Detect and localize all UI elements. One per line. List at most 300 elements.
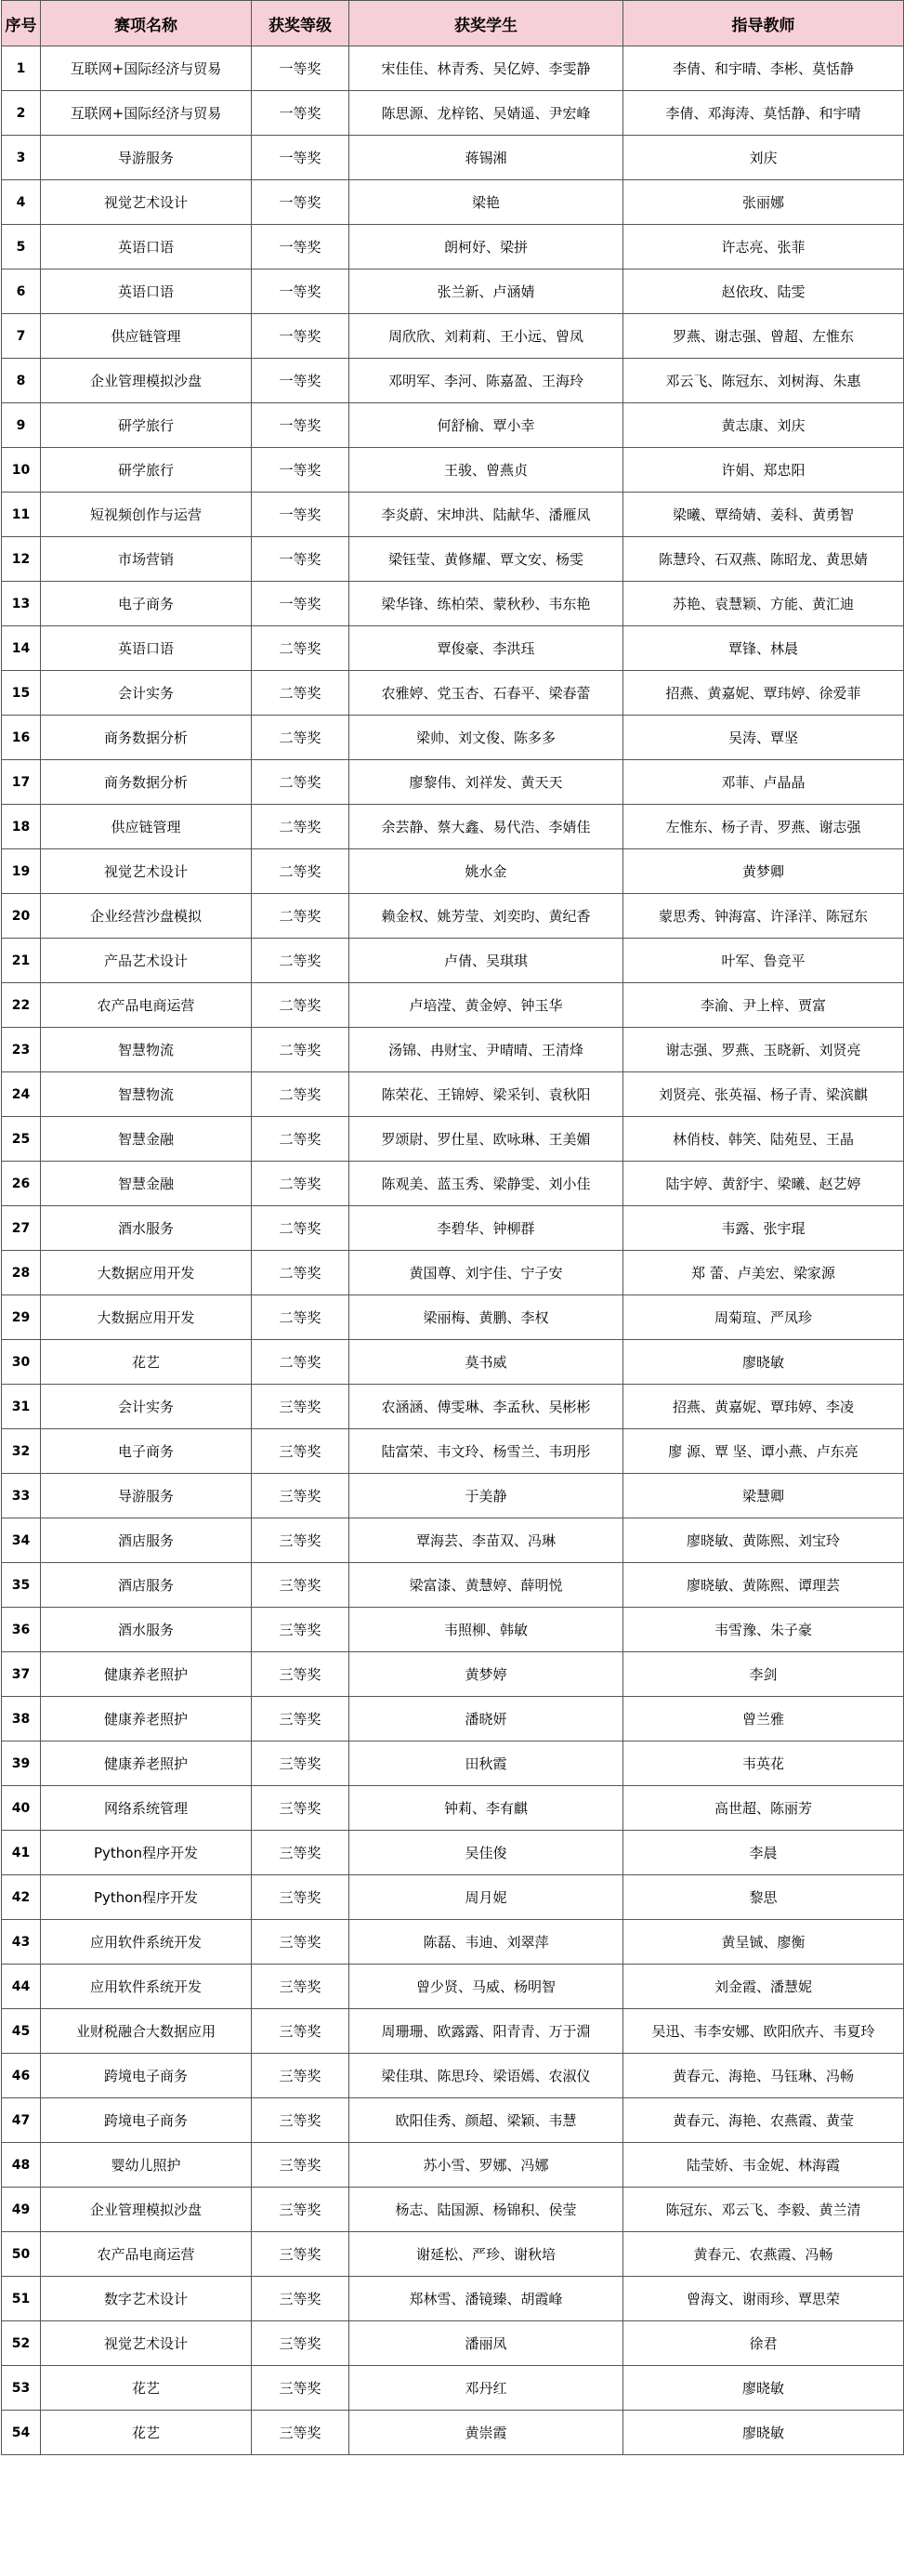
cell-teachers: 梁慧卿 — [623, 1474, 904, 1518]
cell-event: 酒店服务 — [41, 1563, 252, 1608]
cell-level: 一等奖 — [252, 493, 349, 537]
table-row — [2, 225, 904, 269]
cell-level: 一等奖 — [252, 136, 349, 180]
cell-students: 黄崇霞 — [349, 2411, 623, 2455]
cell-students: 陈思源、龙梓铭、吴婧遥、尹宏峰 — [349, 91, 623, 136]
cell-no: 54 — [2, 2411, 41, 2455]
cell-event: 农产品电商运营 — [41, 2232, 252, 2277]
cell-teachers: 廖 源、覃 坚、谭小燕、卢东亮 — [623, 1429, 904, 1474]
cell-teachers: 韦雪豫、朱子豪 — [623, 1608, 904, 1652]
cell-level: 三等奖 — [252, 1652, 349, 1697]
cell-teachers: 黄梦卿 — [623, 849, 904, 894]
table-row — [2, 2009, 904, 2054]
cell-event: 英语口语 — [41, 269, 252, 314]
cell-event: 会计实务 — [41, 1385, 252, 1429]
cell-students: 谢延松、严珍、谢秋培 — [349, 2232, 623, 2277]
cell-level: 三等奖 — [252, 2277, 349, 2321]
cell-teachers: 苏艳、袁慧颖、方能、黄汇迪 — [623, 582, 904, 626]
cell-teachers: 张丽娜 — [623, 180, 904, 225]
cell-level: 二等奖 — [252, 1028, 349, 1072]
cell-event: 跨境电子商务 — [41, 2054, 252, 2098]
cell-teachers: 李剑 — [623, 1652, 904, 1697]
table-row — [2, 716, 904, 760]
table-row — [2, 1786, 904, 1831]
cell-event: 跨境电子商务 — [41, 2098, 252, 2143]
cell-no: 51 — [2, 2277, 41, 2321]
cell-teachers: 招燕、黄嘉妮、覃玮婷、徐爱菲 — [623, 671, 904, 716]
table-row — [2, 1072, 904, 1117]
cell-students: 农涵涵、傅雯琳、李孟秋、吴彬彬 — [349, 1385, 623, 1429]
table-row — [2, 671, 904, 716]
cell-level: 二等奖 — [252, 1162, 349, 1206]
cell-level: 二等奖 — [252, 1206, 349, 1251]
table-row — [2, 1429, 904, 1474]
table-row — [2, 1875, 904, 1920]
table-row — [2, 1162, 904, 1206]
table-row — [2, 626, 904, 671]
cell-event: 商务数据分析 — [41, 716, 252, 760]
cell-event: 智慧金融 — [41, 1117, 252, 1162]
cell-level: 三等奖 — [252, 1518, 349, 1563]
cell-level: 一等奖 — [252, 403, 349, 448]
cell-no: 23 — [2, 1028, 41, 1072]
cell-no: 32 — [2, 1429, 41, 1474]
cell-teachers: 李倩、邓海涛、莫恬静、和宇晴 — [623, 91, 904, 136]
cell-event: 健康养老照护 — [41, 1697, 252, 1741]
table-row — [2, 2277, 904, 2321]
cell-students: 莫书威 — [349, 1340, 623, 1385]
table-row — [2, 582, 904, 626]
cell-level: 三等奖 — [252, 1786, 349, 1831]
table-row — [2, 939, 904, 983]
cell-level: 三等奖 — [252, 1697, 349, 1741]
cell-no: 45 — [2, 2009, 41, 2054]
cell-teachers: 刘贤亮、张英福、杨子青、梁滨麒 — [623, 1072, 904, 1117]
cell-event: 电子商务 — [41, 1429, 252, 1474]
header-students: 获奖学生 — [349, 1, 623, 46]
cell-no: 29 — [2, 1295, 41, 1340]
cell-event: 短视频创作与运营 — [41, 493, 252, 537]
cell-level: 三等奖 — [252, 2143, 349, 2188]
table-row — [2, 1251, 904, 1295]
table-row — [2, 1340, 904, 1385]
cell-no: 52 — [2, 2321, 41, 2366]
cell-level: 一等奖 — [252, 314, 349, 359]
cell-level: 三等奖 — [252, 1563, 349, 1608]
cell-teachers: 廖晓敏、黄陈熙、刘宝玲 — [623, 1518, 904, 1563]
cell-students: 王骏、曾燕贞 — [349, 448, 623, 493]
cell-no: 47 — [2, 2098, 41, 2143]
cell-no: 28 — [2, 1251, 41, 1295]
cell-teachers: 许娟、郑忠阳 — [623, 448, 904, 493]
cell-event: 应用软件系统开发 — [41, 1965, 252, 2009]
cell-level: 二等奖 — [252, 849, 349, 894]
cell-level: 一等奖 — [252, 269, 349, 314]
cell-event: 供应链管理 — [41, 314, 252, 359]
table-row — [2, 1965, 904, 2009]
cell-event: 英语口语 — [41, 626, 252, 671]
cell-level: 三等奖 — [252, 2098, 349, 2143]
cell-event: 花艺 — [41, 2411, 252, 2455]
cell-level: 一等奖 — [252, 448, 349, 493]
cell-students: 梁钰莹、黄修耀、覃文安、杨雯 — [349, 537, 623, 582]
cell-level: 一等奖 — [252, 91, 349, 136]
table-row — [2, 1385, 904, 1429]
awards-table — [1, 0, 904, 2455]
cell-students: 蒋锡湘 — [349, 136, 623, 180]
header-row — [2, 1, 904, 46]
cell-students: 覃俊豪、李洪珏 — [349, 626, 623, 671]
table-row — [2, 359, 904, 403]
cell-level: 一等奖 — [252, 582, 349, 626]
table-row — [2, 894, 904, 939]
cell-event: 大数据应用开发 — [41, 1295, 252, 1340]
cell-no: 39 — [2, 1741, 41, 1786]
cell-level: 二等奖 — [252, 1117, 349, 1162]
header-event: 赛项名称 — [41, 1, 252, 46]
cell-event: 酒店服务 — [41, 1518, 252, 1563]
cell-level: 一等奖 — [252, 225, 349, 269]
table-row — [2, 849, 904, 894]
cell-teachers: 韦英花 — [623, 1741, 904, 1786]
cell-event: 导游服务 — [41, 1474, 252, 1518]
cell-no: 13 — [2, 582, 41, 626]
table-row — [2, 493, 904, 537]
cell-no: 14 — [2, 626, 41, 671]
cell-no: 24 — [2, 1072, 41, 1117]
cell-teachers: 吴涛、覃坚 — [623, 716, 904, 760]
table-row — [2, 1920, 904, 1965]
cell-event: 酒水服务 — [41, 1608, 252, 1652]
cell-no: 16 — [2, 716, 41, 760]
table-body — [2, 46, 904, 2455]
cell-no: 44 — [2, 1965, 41, 2009]
cell-teachers: 李渝、尹上梓、贾富 — [623, 983, 904, 1028]
cell-students: 陈荣花、王锦婷、梁采钊、袁秋阳 — [349, 1072, 623, 1117]
cell-teachers: 徐君 — [623, 2321, 904, 2366]
cell-students: 黄国尊、刘宇佳、宁子安 — [349, 1251, 623, 1295]
cell-students: 罗颂尉、罗仕星、欧咏琳、王美媚 — [349, 1117, 623, 1162]
cell-level: 三等奖 — [252, 2366, 349, 2411]
cell-no: 12 — [2, 537, 41, 582]
table-row — [2, 1608, 904, 1652]
cell-no: 27 — [2, 1206, 41, 1251]
cell-teachers: 郑 蕾、卢美宏、梁家源 — [623, 1251, 904, 1295]
cell-teachers: 廖晓敏、黄陈熙、谭理芸 — [623, 1563, 904, 1608]
table-row — [2, 314, 904, 359]
cell-no: 25 — [2, 1117, 41, 1162]
cell-event: 网络系统管理 — [41, 1786, 252, 1831]
cell-no: 46 — [2, 2054, 41, 2098]
cell-no: 22 — [2, 983, 41, 1028]
cell-teachers: 陈冠东、邓云飞、李毅、黄兰清 — [623, 2188, 904, 2232]
table-row — [2, 2143, 904, 2188]
cell-teachers: 曾兰雅 — [623, 1697, 904, 1741]
cell-no: 5 — [2, 225, 41, 269]
header-teachers: 指导教师 — [623, 1, 904, 46]
cell-event: 婴幼儿照护 — [41, 2143, 252, 2188]
cell-teachers: 黎思 — [623, 1875, 904, 1920]
table-row — [2, 2411, 904, 2455]
cell-students: 梁艳 — [349, 180, 623, 225]
cell-teachers: 李倩、和宇晴、李彬、莫恬静 — [623, 46, 904, 91]
cell-teachers: 叶军、鲁竞平 — [623, 939, 904, 983]
cell-students: 韦照柳、韩敏 — [349, 1608, 623, 1652]
cell-level: 二等奖 — [252, 1295, 349, 1340]
cell-students: 廖黎伟、刘祥发、黄天天 — [349, 760, 623, 805]
cell-no: 15 — [2, 671, 41, 716]
cell-no: 10 — [2, 448, 41, 493]
cell-teachers: 黄呈铖、廖衡 — [623, 1920, 904, 1965]
cell-students: 梁帅、刘文俊、陈多多 — [349, 716, 623, 760]
cell-level: 二等奖 — [252, 983, 349, 1028]
cell-students: 梁富漆、黄慧婷、薛明悦 — [349, 1563, 623, 1608]
cell-students: 邓丹红 — [349, 2366, 623, 2411]
cell-teachers: 许志亮、张菲 — [623, 225, 904, 269]
cell-students: 欧阳佳秀、颜超、梁颖、韦慧 — [349, 2098, 623, 2143]
table-row — [2, 91, 904, 136]
cell-teachers: 廖晓敏 — [623, 1340, 904, 1385]
cell-level: 二等奖 — [252, 1251, 349, 1295]
cell-no: 37 — [2, 1652, 41, 1697]
table-row — [2, 1295, 904, 1340]
cell-teachers: 黄春元、海艳、农燕霞、黄莹 — [623, 2098, 904, 2143]
cell-no: 4 — [2, 180, 41, 225]
cell-teachers: 罗燕、谢志强、曾超、左惟东 — [623, 314, 904, 359]
cell-event: 研学旅行 — [41, 448, 252, 493]
table-row — [2, 1518, 904, 1563]
cell-students: 潘晓妍 — [349, 1697, 623, 1741]
cell-teachers: 黄春元、海艳、马钰琳、冯畅 — [623, 2054, 904, 2098]
cell-students: 周月妮 — [349, 1875, 623, 1920]
cell-teachers: 廖晓敏 — [623, 2411, 904, 2455]
cell-no: 48 — [2, 2143, 41, 2188]
cell-no: 50 — [2, 2232, 41, 2277]
cell-students: 于美静 — [349, 1474, 623, 1518]
cell-teachers: 招燕、黄嘉妮、覃玮婷、李凌 — [623, 1385, 904, 1429]
cell-no: 31 — [2, 1385, 41, 1429]
cell-event: 健康养老照护 — [41, 1741, 252, 1786]
table-row — [2, 760, 904, 805]
cell-event: 产品艺术设计 — [41, 939, 252, 983]
cell-level: 三等奖 — [252, 1608, 349, 1652]
cell-level: 一等奖 — [252, 46, 349, 91]
cell-level: 三等奖 — [252, 2232, 349, 2277]
cell-event: 企业管理模拟沙盘 — [41, 359, 252, 403]
cell-event: 健康养老照护 — [41, 1652, 252, 1697]
cell-event: 数字艺术设计 — [41, 2277, 252, 2321]
cell-level: 三等奖 — [252, 1429, 349, 1474]
table-row — [2, 983, 904, 1028]
cell-teachers: 陆宇婷、黄舒宇、梁曦、赵艺婷 — [623, 1162, 904, 1206]
cell-teachers: 刘金霞、潘慧妮 — [623, 1965, 904, 2009]
table-row — [2, 1741, 904, 1786]
cell-level: 三等奖 — [252, 2188, 349, 2232]
cell-students: 钟莉、李有麒 — [349, 1786, 623, 1831]
cell-event: 市场营销 — [41, 537, 252, 582]
cell-level: 三等奖 — [252, 1474, 349, 1518]
cell-no: 33 — [2, 1474, 41, 1518]
cell-teachers: 刘庆 — [623, 136, 904, 180]
cell-students: 何舒榆、覃小幸 — [349, 403, 623, 448]
cell-event: 智慧物流 — [41, 1072, 252, 1117]
table-row — [2, 1697, 904, 1741]
cell-no: 53 — [2, 2366, 41, 2411]
cell-event: 农产品电商运营 — [41, 983, 252, 1028]
cell-teachers: 邓菲、卢晶晶 — [623, 760, 904, 805]
table-row — [2, 1652, 904, 1697]
cell-event: 企业管理模拟沙盘 — [41, 2188, 252, 2232]
cell-event: 大数据应用开发 — [41, 1251, 252, 1295]
header-no: 序号 — [2, 1, 41, 46]
table-row — [2, 2366, 904, 2411]
cell-students: 汤锦、冉财宝、尹晴晴、王清烽 — [349, 1028, 623, 1072]
cell-teachers: 覃锋、林晨 — [623, 626, 904, 671]
cell-students: 余芸静、蔡大鑫、易代浩、李婧佳 — [349, 805, 623, 849]
cell-event: 视觉艺术设计 — [41, 849, 252, 894]
cell-no: 3 — [2, 136, 41, 180]
cell-no: 49 — [2, 2188, 41, 2232]
cell-students: 梁华锋、练柏荣、蒙秋秒、韦东艳 — [349, 582, 623, 626]
cell-no: 26 — [2, 1162, 41, 1206]
cell-no: 8 — [2, 359, 41, 403]
cell-event: 互联网+国际经济与贸易 — [41, 46, 252, 91]
cell-no: 1 — [2, 46, 41, 91]
cell-no: 30 — [2, 1340, 41, 1385]
cell-level: 二等奖 — [252, 805, 349, 849]
cell-teachers: 韦露、张宇琨 — [623, 1206, 904, 1251]
cell-event: 商务数据分析 — [41, 760, 252, 805]
table-row — [2, 1117, 904, 1162]
cell-event: 酒水服务 — [41, 1206, 252, 1251]
cell-no: 35 — [2, 1563, 41, 1608]
cell-students: 李碧华、钟柳群 — [349, 1206, 623, 1251]
cell-level: 二等奖 — [252, 626, 349, 671]
cell-teachers: 高世超、陈丽芳 — [623, 1786, 904, 1831]
table-row — [2, 2321, 904, 2366]
cell-event: Python程序开发 — [41, 1831, 252, 1875]
cell-no: 2 — [2, 91, 41, 136]
cell-students: 朗柯妤、梁拼 — [349, 225, 623, 269]
table-row — [2, 2188, 904, 2232]
cell-event: 互联网+国际经济与贸易 — [41, 91, 252, 136]
table-row — [2, 403, 904, 448]
table-row — [2, 1028, 904, 1072]
cell-event: 供应链管理 — [41, 805, 252, 849]
cell-teachers: 左惟东、杨子青、罗燕、谢志强 — [623, 805, 904, 849]
cell-no: 20 — [2, 894, 41, 939]
cell-level: 一等奖 — [252, 180, 349, 225]
header-level: 获奖等级 — [252, 1, 349, 46]
cell-level: 一等奖 — [252, 537, 349, 582]
cell-event: Python程序开发 — [41, 1875, 252, 1920]
cell-students: 田秋霞 — [349, 1741, 623, 1786]
cell-students: 梁丽梅、黄鹏、李权 — [349, 1295, 623, 1340]
cell-level: 三等奖 — [252, 1920, 349, 1965]
table-row — [2, 136, 904, 180]
cell-students: 覃海芸、李苗双、冯琳 — [349, 1518, 623, 1563]
cell-level: 三等奖 — [252, 2321, 349, 2366]
cell-teachers: 黄志康、刘庆 — [623, 403, 904, 448]
cell-no: 42 — [2, 1875, 41, 1920]
cell-teachers: 吴迅、韦李安娜、欧阳欣卉、韦夏玲 — [623, 2009, 904, 2054]
cell-students: 周珊珊、欧露露、阳青青、万于淵 — [349, 2009, 623, 2054]
cell-teachers: 林俏枝、韩笑、陆苑昱、王晶 — [623, 1117, 904, 1162]
cell-event: 研学旅行 — [41, 403, 252, 448]
cell-event: 应用软件系统开发 — [41, 1920, 252, 1965]
cell-no: 7 — [2, 314, 41, 359]
cell-teachers: 黄春元、农燕霞、冯畅 — [623, 2232, 904, 2277]
table-row — [2, 1831, 904, 1875]
cell-no: 21 — [2, 939, 41, 983]
cell-level: 三等奖 — [252, 1875, 349, 1920]
cell-event: 业财税融合大数据应用 — [41, 2009, 252, 2054]
cell-level: 三等奖 — [252, 1965, 349, 2009]
cell-students: 杨志、陆国源、杨锦积、侯莹 — [349, 2188, 623, 2232]
cell-teachers: 蒙思秀、钟海富、许泽洋、陈冠东 — [623, 894, 904, 939]
cell-students: 农雅婷、党玉杏、石春平、梁春蕾 — [349, 671, 623, 716]
cell-level: 二等奖 — [252, 1340, 349, 1385]
cell-teachers: 赵依玫、陆雯 — [623, 269, 904, 314]
cell-students: 姚水金 — [349, 849, 623, 894]
cell-level: 二等奖 — [252, 939, 349, 983]
cell-event: 会计实务 — [41, 671, 252, 716]
cell-students: 潘丽凤 — [349, 2321, 623, 2366]
cell-no: 34 — [2, 1518, 41, 1563]
cell-students: 李炎蔚、宋坤洪、陆献华、潘雁凤 — [349, 493, 623, 537]
table-row — [2, 180, 904, 225]
table-row — [2, 46, 904, 91]
cell-no: 18 — [2, 805, 41, 849]
table-row — [2, 537, 904, 582]
cell-event: 智慧物流 — [41, 1028, 252, 1072]
cell-students: 张兰新、卢涵婧 — [349, 269, 623, 314]
cell-students: 邓明军、李河、陈嘉盈、王海玲 — [349, 359, 623, 403]
cell-students: 梁佳琪、陈思玲、梁语嫣、农淑仪 — [349, 2054, 623, 2098]
table-header — [2, 1, 904, 46]
table-row — [2, 2098, 904, 2143]
cell-students: 陈观美、蓝玉秀、梁静雯、刘小佳 — [349, 1162, 623, 1206]
cell-level: 三等奖 — [252, 2009, 349, 2054]
table-row — [2, 805, 904, 849]
cell-level: 一等奖 — [252, 359, 349, 403]
cell-no: 17 — [2, 760, 41, 805]
cell-teachers: 陆莹娇、韦金妮、林海霞 — [623, 2143, 904, 2188]
cell-level: 二等奖 — [252, 1072, 349, 1117]
cell-event: 英语口语 — [41, 225, 252, 269]
cell-students: 卢倩、吴琪琪 — [349, 939, 623, 983]
cell-event: 智慧金融 — [41, 1162, 252, 1206]
cell-no: 11 — [2, 493, 41, 537]
cell-no: 36 — [2, 1608, 41, 1652]
cell-no: 38 — [2, 1697, 41, 1741]
cell-level: 二等奖 — [252, 894, 349, 939]
cell-teachers: 曾海文、谢雨珍、覃思荣 — [623, 2277, 904, 2321]
table-row — [2, 269, 904, 314]
cell-level: 二等奖 — [252, 760, 349, 805]
cell-teachers: 李晨 — [623, 1831, 904, 1875]
cell-event: 花艺 — [41, 2366, 252, 2411]
cell-students: 陈磊、韦迪、刘翠萍 — [349, 1920, 623, 1965]
table-row — [2, 2232, 904, 2277]
cell-no: 19 — [2, 849, 41, 894]
cell-level: 二等奖 — [252, 716, 349, 760]
cell-teachers: 廖晓敏 — [623, 2366, 904, 2411]
cell-students: 赖金权、姚芳莹、刘奕昀、黄纪香 — [349, 894, 623, 939]
cell-teachers: 梁曦、覃绮婧、姜科、黄勇智 — [623, 493, 904, 537]
cell-students: 宋佳佳、林青秀、吴亿婷、李雯静 — [349, 46, 623, 91]
table-row — [2, 1563, 904, 1608]
